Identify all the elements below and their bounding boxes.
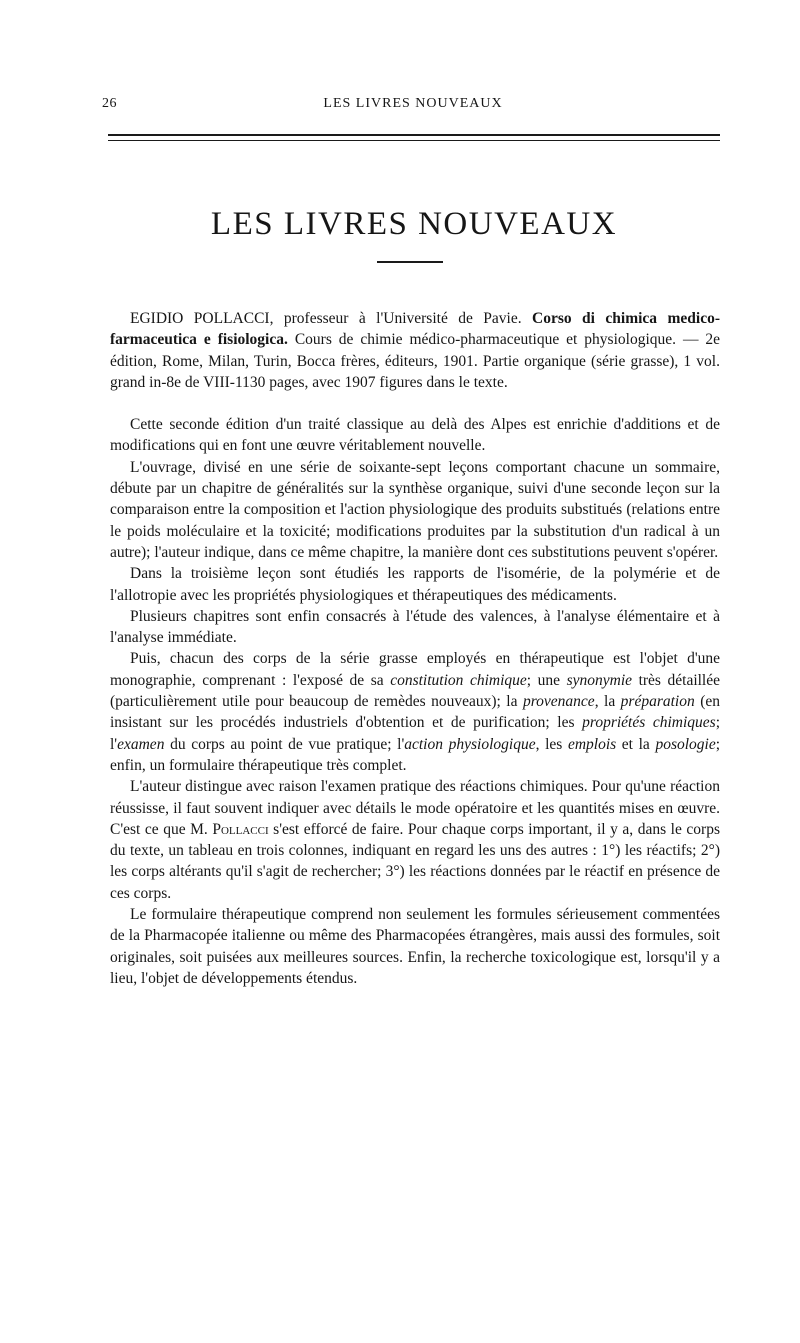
paragraph-7: Le formulaire thérapeutique comprend non seulement les formules sérieusement commentées de la Pharmacopée italienne ou même des Pharmacopées étrangères, mais aussi des formules, soit originales, soit puisées aux meilleures sources. Enfin, la recherche toxicologique est, lorsqu'il y a lieu, l'objet de développements étendus. bbox=[110, 906, 720, 987]
p5-italic: préparation bbox=[620, 693, 695, 711]
p5-text: du corps au point de vue pratique; l' bbox=[164, 735, 405, 753]
paragraph-6 bbox=[110, 776, 720, 904]
section-title: LES LIVRES NOUVEAUX bbox=[210, 206, 618, 242]
header-rule-thin bbox=[108, 140, 720, 141]
p6-text: s'est efforcé de faire. Pour chaque corps important, il y a, dans le corps du texte, un tableau en trois colonnes, indiquant en regard les uns des autres : 1°) les réactifs; 2°) les corps altérants qu'il s'agit de rechercher; 3°) les réactions données par le réactif en présence de ces corps. bbox=[110, 820, 720, 902]
p5-text: , les bbox=[535, 735, 568, 753]
p5-text: (en insistant sur les procédés industriels d'obtention et de purification; les bbox=[110, 693, 720, 732]
article-body bbox=[110, 308, 720, 989]
entry-details: Cours de chimie médico-pharmaceutique et physiologique. — 2e édition, Rome, Milan, Turin, Bocca frères, éditeurs, 1901. Partie organique (série grasse), 1 vol. grand in-8e de VIII-1130 pages, avec 1907 figures dans le texte. bbox=[110, 331, 721, 391]
running-head bbox=[102, 96, 724, 118]
running-title: LES LIVRES NOUVEAUX bbox=[323, 96, 503, 111]
p5-italic: emplois bbox=[567, 735, 617, 753]
entry-author: EGIDIO POLLACCI bbox=[130, 310, 270, 327]
p5-italic: posologie bbox=[655, 735, 716, 753]
p5-text: , la bbox=[594, 693, 621, 711]
p5-italic: examen bbox=[117, 735, 165, 753]
p5-italic: action physiologique bbox=[404, 735, 536, 753]
title-underline-rule bbox=[377, 261, 443, 263]
header-rule-thick bbox=[108, 134, 720, 136]
p6-author-smallcaps: Pollacci bbox=[212, 820, 269, 838]
p5-text: Puis, chacun des corps de la série grasse employés en thérapeutique est l'objet d'une monographie, comprenant : l'exposé de sa bbox=[110, 650, 720, 689]
page-number: 26 bbox=[102, 96, 117, 111]
paragraph-4: Plusieurs chapitres sont enfin consacrés à l'étude des valences, à l'analyse élémentaire et à l'analyse immédiate. bbox=[110, 607, 720, 647]
p5-text: très détaillée (particulièrement utile pour beaucoup de remèdes nouveaux); la bbox=[110, 671, 720, 711]
paragraph-2: L'ouvrage, divisé en une série de soixante-sept leçons comportant chacune un sommaire, débute par un chapitre de généralités sur la synthèse organique, suivi d'une seconde leçon sur la comparaison entre la composition et l'action physiologique des produits substitués (relations entre le poids moléculaire et la toxicité; modifications produites par la substitution d'un radical à un autre); l'auteur indique, dans ce même chapitre, la manière dont ces substitutions peuvent s'opérer. bbox=[110, 458, 720, 561]
paragraph-5 bbox=[110, 648, 720, 776]
p5-text: ; une bbox=[526, 671, 567, 689]
p5-text: et la bbox=[616, 735, 656, 753]
bibliographic-entry bbox=[110, 308, 720, 393]
entry-book-title: Corso di chimica medico-farmaceutica e fisiologica. bbox=[110, 310, 720, 349]
entry-author-affiliation: , professeur à l'Université de Pavie. bbox=[269, 310, 533, 327]
paragraph-3: Dans la troisième leçon sont étudiés les rapports de l'isomérie, de la polymérie et de l'allotropie avec les propriétés physiologiques et thérapeutiques des médicaments. bbox=[110, 565, 720, 604]
p5-text: ; l' bbox=[110, 714, 720, 753]
p5-italic: constitution chimique bbox=[390, 671, 527, 689]
p5-italic: provenance bbox=[522, 693, 595, 711]
paragraph-1: Cette seconde édition d'un traité classique au delà des Alpes est enrichie d'additions et de modifications qui en font une œuvre véritablement nouvelle. bbox=[110, 416, 720, 455]
p6-text: L'auteur distingue avec raison l'examen pratique des réactions chimiques. Pour qu'une réaction réussisse, il faut souvent indiquer avec détails le mode opératoire et les quantités mises en œuvre. C'est ce que M. bbox=[110, 778, 720, 838]
p5-text: ; enfin, un formulaire thérapeutique très complet. bbox=[110, 735, 721, 774]
p5-italic: synonymie bbox=[566, 671, 632, 689]
p5-italic: propriétés chimiques bbox=[582, 714, 716, 732]
header-double-rule bbox=[108, 134, 720, 143]
